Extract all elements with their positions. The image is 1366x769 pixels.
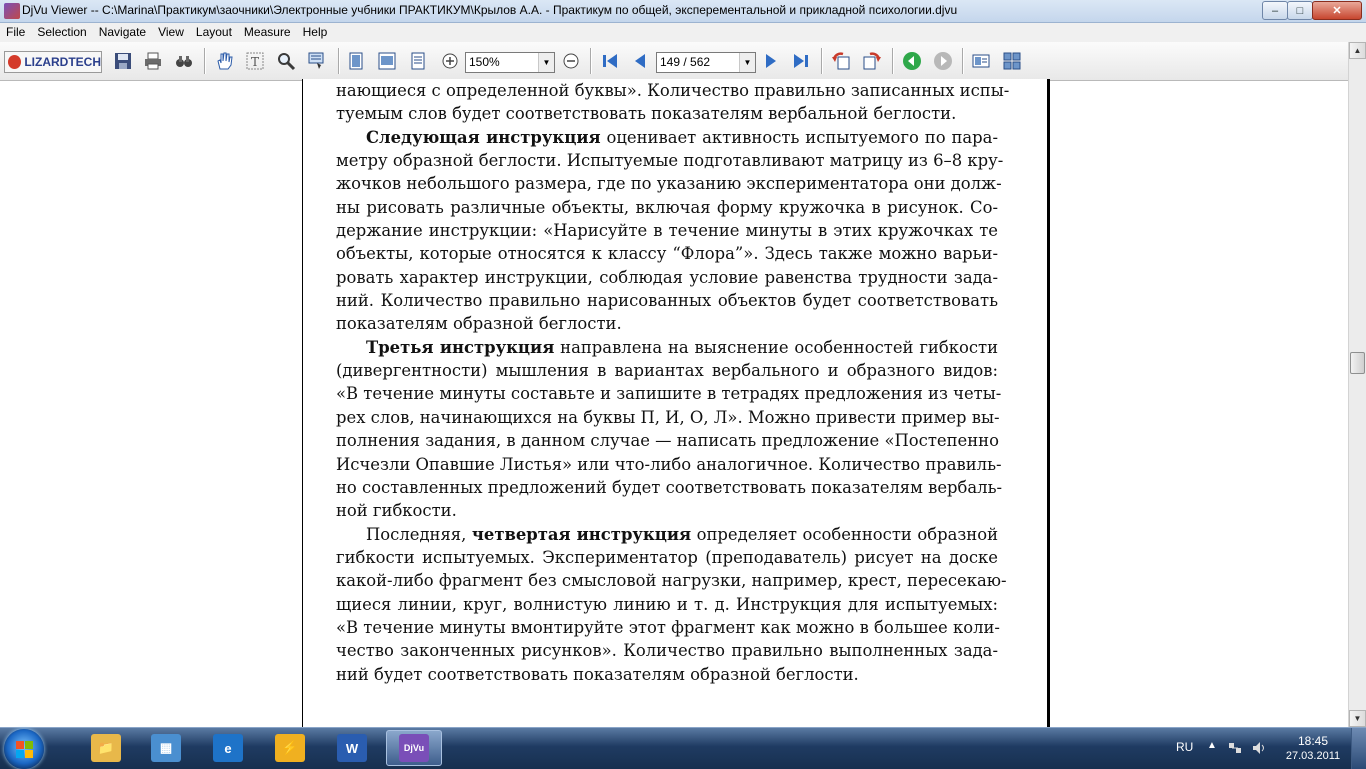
text-line [336, 499, 998, 522]
text-run: ны рисовать различные объекты, включая форму кружочка в рисунок. Со- [336, 197, 998, 217]
text-line [336, 172, 1002, 195]
menu-selection[interactable]: Selection [37, 25, 87, 39]
next-page-icon[interactable] [761, 51, 781, 71]
clock[interactable] [1283, 734, 1343, 764]
text-select-icon[interactable] [245, 51, 265, 71]
taskbar-control-panel[interactable] [138, 730, 194, 766]
menu-navigate[interactable]: Navigate [98, 25, 147, 39]
previous-page-icon[interactable] [630, 51, 650, 71]
text-run: гибкости испытуемых. Экспериментатор (преподаватель) рисует на доске [336, 547, 998, 567]
actual-size-icon[interactable] [408, 51, 428, 71]
text-line [336, 102, 998, 125]
text-run: определяет особенности образной [691, 524, 998, 544]
text-run: но составленных предложений будет соответствовать показателям вербаль- [336, 477, 1003, 497]
taskbar-djvu-viewer[interactable] [386, 730, 442, 766]
scroll-down-icon[interactable]: ▼ [1349, 710, 1366, 727]
text-run: оценивает активность испытуемого по пара- [600, 127, 998, 147]
chevron-down-icon[interactable]: ▼ [538, 53, 554, 72]
svg-text:T: T [250, 55, 260, 69]
lightning-app-icon: ⚡ [275, 734, 305, 762]
text-run: показателям образной беглости. [336, 314, 622, 334]
text-run: рех слов, начинающихся на буквы П, И, О, Л». Можно привести пример вы- [336, 407, 1000, 427]
internet-explorer-icon: e [213, 734, 243, 762]
fit-width-icon[interactable] [377, 51, 397, 71]
minimize-button[interactable]: – [1262, 1, 1288, 20]
rotate-left-icon[interactable] [831, 51, 851, 71]
explorer-icon: 📁 [91, 734, 121, 762]
vertical-scrollbar[interactable] [1348, 42, 1366, 727]
bold-term: четвертая инструкция [471, 524, 692, 544]
taskbar-lightning-app[interactable] [262, 730, 318, 766]
scroll-thumb[interactable] [1350, 352, 1365, 374]
bold-term: Третья инструкция [366, 337, 555, 357]
text-run: нающиеся с определенной буквы». Количество правильно записанных испы- [336, 81, 1010, 100]
toolbar-separator [892, 48, 894, 74]
text-line [336, 266, 998, 289]
show-hidden-icons-icon[interactable]: ▲ [1207, 740, 1217, 751]
menu-file[interactable]: File [6, 25, 26, 39]
text-line [336, 289, 998, 312]
title-bar [0, 0, 1366, 23]
toolbar-separator [338, 48, 340, 74]
text-line [336, 382, 1002, 405]
text-line [336, 312, 998, 335]
rotate-right-icon[interactable] [862, 51, 882, 71]
djvu-viewer-icon: DjVu [399, 734, 429, 762]
control-panel-icon: ▦ [151, 734, 181, 762]
taskbar-internet-explorer[interactable] [200, 730, 256, 766]
text-run: направлена на выяснение особенностей гибкости [554, 337, 999, 357]
text-run: щиеся линии, круг, волнистую линию и т. д. Инструкция для испытуемых: [336, 594, 998, 614]
text-run: «В течение минуты вмонтируйте этот фрагмент как можно в большее коли- [336, 617, 1000, 637]
document-page [302, 79, 1050, 727]
text-run: туемым слов будет соответствовать показателям вербальной беглости. [336, 104, 957, 124]
show-desktop-button[interactable] [1351, 728, 1366, 769]
last-page-icon[interactable] [791, 51, 811, 71]
close-button[interactable]: ✕ [1312, 1, 1362, 20]
save-icon[interactable] [113, 51, 133, 71]
forward-icon[interactable] [933, 51, 953, 71]
text-run: жочков небольшого размера, где по указанию экспериментатора они долж- [336, 174, 1002, 194]
menu-help[interactable]: Help [302, 25, 328, 39]
network-icon[interactable] [1227, 740, 1243, 756]
volume-icon[interactable] [1251, 740, 1267, 756]
text-line [336, 569, 1007, 592]
hand-tool-icon[interactable] [214, 51, 234, 71]
zoom-value: 150% [469, 55, 500, 69]
text-run: «В течение минуты составьте и запишите в тетрадях предложения из четы- [336, 384, 1002, 404]
toolbar [0, 42, 1366, 81]
taskbar-word[interactable] [324, 730, 380, 766]
word-icon: W [337, 734, 367, 762]
toolbar-separator [590, 48, 592, 74]
text-line [336, 126, 998, 149]
djvu-app-icon [4, 3, 20, 19]
text-run: (дивергентности) мышления в вариантах вербального и образного видов: [336, 361, 998, 381]
toolbar-separator [204, 48, 206, 74]
text-run: объекты, которые относятся к классу “Флора”». Здесь также можно варьи- [336, 244, 998, 264]
text-line [336, 336, 998, 359]
toolbar-separator [821, 48, 823, 74]
chevron-down-icon[interactable]: ▼ [739, 53, 755, 72]
text-line [336, 406, 998, 429]
menu-layout[interactable]: Layout [195, 25, 232, 39]
zoom-in-icon[interactable] [440, 51, 460, 71]
single-page-layout-icon[interactable] [971, 51, 991, 71]
system-tray [1165, 728, 1366, 769]
text-run: ний будет соответствовать показателям образной беглости. [336, 664, 859, 684]
lizardtech-logo[interactable] [4, 51, 102, 73]
logo-text: LIZARDTECH [24, 55, 101, 69]
page-text [336, 79, 1010, 686]
text-line [336, 196, 998, 219]
start-button[interactable] [4, 729, 44, 769]
thumbnails-icon[interactable] [1002, 51, 1022, 71]
taskbar [0, 727, 1366, 769]
text-run: чество законченных рисунков». Количество правильно выполненных зада- [336, 641, 998, 661]
menu-bar [0, 23, 1366, 42]
scroll-up-icon[interactable]: ▲ [1349, 42, 1366, 59]
text-run: метру образной беглости. Испытуемые подготавливают матрицу из 6–8 кру- [336, 151, 1004, 171]
text-line [336, 219, 998, 242]
text-run: ной гибкости. [336, 501, 457, 521]
zoom-out-icon[interactable] [561, 51, 581, 71]
text-run: ний. Количество правильно нарисованных объектов будет соответствовать [336, 291, 998, 311]
windows-logo-icon [16, 741, 32, 757]
taskbar-explorer[interactable] [78, 730, 134, 766]
find-binoculars-icon[interactable] [174, 51, 194, 71]
fit-page-icon[interactable] [346, 51, 366, 71]
back-icon[interactable] [902, 51, 922, 71]
text-run: Последняя, [366, 524, 472, 544]
text-line [336, 546, 998, 569]
clock-time: 18:45 [1297, 734, 1329, 748]
first-page-icon[interactable] [600, 51, 620, 71]
text-line [336, 476, 1003, 499]
text-line [336, 149, 1004, 172]
text-line [336, 79, 1010, 102]
page-select[interactable] [656, 52, 756, 73]
menu-view[interactable]: View [158, 25, 184, 39]
zoom-select[interactable] [465, 52, 555, 73]
text-line [336, 242, 998, 265]
page-value: 149 / 562 [660, 55, 711, 69]
lizardtech-logo-icon [8, 55, 21, 69]
text-line [336, 616, 998, 639]
toolbar-separator [962, 48, 964, 74]
text-line [336, 429, 998, 452]
bold-term: Следующая инструкция [366, 127, 601, 147]
zoom-tool-icon[interactable] [276, 51, 296, 71]
print-icon[interactable] [143, 51, 163, 71]
text-run: Исчезли Опавшие Листья» или что-либо аналогичное. Количество правиль- [336, 454, 1002, 474]
text-run: полнения задания, в данном случае — написать предложение «Постепенно [336, 431, 999, 451]
language-indicator[interactable]: RU [1176, 740, 1194, 754]
text-line [336, 593, 998, 616]
text-run: какой-либо фрагмент без смысловой нагрузки, например, крест, пересекаю- [336, 571, 1007, 591]
menu-measure[interactable]: Measure [243, 25, 291, 39]
text-line [336, 453, 1002, 476]
text-run: держание инструкции: «Нарисуйте в течение минуты в этих кружочках те [336, 221, 998, 241]
text-line [336, 663, 998, 686]
clock-date: 27.03.2011 [1285, 750, 1341, 762]
text-line [336, 639, 998, 662]
document-view[interactable] [0, 81, 1348, 727]
window-title: DjVu Viewer -- C:\Marina\Практикум\заочники\Электронные учбники ПРАКТИКУМ\Крылов А.А. - Практикум по общей, эксперементальной и прикладной психологии.djvu [22, 3, 958, 17]
text-run: ровать характер инструкции, соблюдая условие равенства трудности зада- [336, 267, 998, 287]
text-line [336, 523, 998, 546]
maximize-button[interactable]: □ [1287, 1, 1313, 20]
text-line [336, 359, 998, 382]
magnifier-icon[interactable] [307, 51, 327, 71]
